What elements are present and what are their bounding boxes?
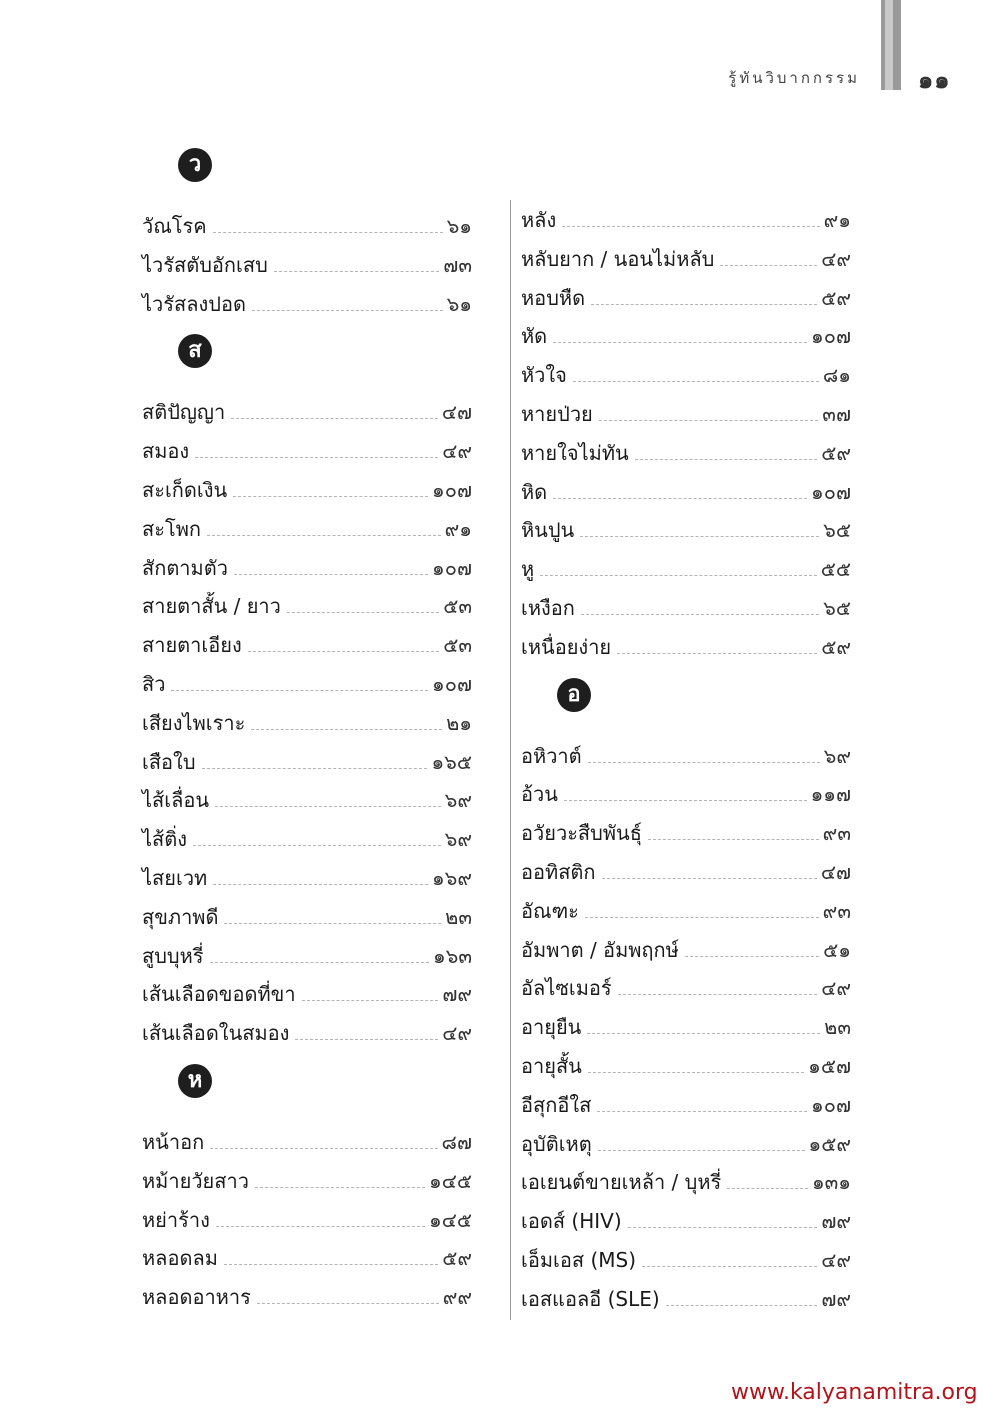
index-entry bbox=[142, 1163, 472, 1193]
index-entry bbox=[521, 357, 851, 387]
index-page-ref: ๑๐๗ bbox=[432, 672, 472, 696]
index-page-ref: ๘๑ bbox=[822, 363, 851, 388]
index-term: อายุสั้น bbox=[521, 1054, 582, 1078]
index-term: หิด bbox=[521, 479, 548, 504]
index-entry bbox=[142, 976, 472, 1006]
index-term: ไวรัสตับอักเสบ bbox=[142, 252, 268, 277]
leader-dots bbox=[720, 264, 817, 266]
leader-dots bbox=[171, 689, 428, 691]
index-term: หู bbox=[521, 557, 535, 582]
index-term: หินปูน bbox=[521, 518, 575, 543]
leader-dots bbox=[618, 993, 818, 995]
leader-dots bbox=[231, 417, 438, 419]
index-page-ref: ๗๙ bbox=[821, 1286, 851, 1311]
index-entry bbox=[142, 821, 472, 851]
leader-dots bbox=[195, 456, 438, 458]
leader-dots bbox=[727, 1187, 808, 1189]
index-term: เหนื่อยง่าย bbox=[521, 634, 612, 659]
index-entry bbox=[142, 208, 472, 238]
index-term: เส้นเลือดในสมอง bbox=[142, 1021, 290, 1046]
index-page-ref: ๕๙ bbox=[442, 1246, 472, 1271]
index-entry bbox=[142, 247, 472, 277]
index-term: ไส้ติ่ง bbox=[142, 827, 188, 852]
running-header-title: รู้ทันวิบากกรรม bbox=[728, 69, 860, 87]
index-page-ref: ๕๙ bbox=[821, 285, 851, 310]
index-entry bbox=[142, 394, 472, 424]
index-entry bbox=[521, 815, 851, 845]
index-entry bbox=[521, 474, 851, 504]
index-term: เสียงไพเราะ bbox=[142, 710, 246, 735]
index-term: เอ็มเอส (MS) bbox=[521, 1248, 636, 1272]
index-term: หลอดอาหาร bbox=[142, 1285, 251, 1310]
index-entry bbox=[142, 744, 472, 774]
index-entry bbox=[142, 860, 472, 890]
leader-dots bbox=[302, 999, 439, 1001]
leader-dots bbox=[562, 225, 819, 227]
index-entry bbox=[521, 1048, 851, 1078]
leader-dots bbox=[599, 419, 819, 421]
index-page-ref: ๙๙ bbox=[442, 1285, 472, 1310]
index-term: หัด bbox=[521, 324, 548, 349]
index-page-ref: ๒๓ bbox=[824, 1015, 851, 1040]
index-page-ref: ๔๙ bbox=[442, 439, 472, 464]
index-page-ref: ๑๔๕ bbox=[429, 1207, 472, 1232]
index-entry bbox=[521, 512, 851, 542]
leader-dots bbox=[213, 883, 428, 885]
leader-dots bbox=[642, 1265, 817, 1267]
index-term: ไส้เลื่อน bbox=[142, 788, 210, 813]
leader-dots bbox=[553, 497, 807, 499]
index-term: สิว bbox=[142, 672, 166, 696]
index-entry bbox=[521, 970, 851, 1000]
index-entry bbox=[521, 1126, 851, 1156]
leader-dots bbox=[193, 844, 441, 846]
index-term: เสือใบ bbox=[142, 749, 196, 774]
index-entry bbox=[521, 1164, 851, 1194]
index-page-ref: ๙๓ bbox=[822, 898, 851, 923]
leader-dots bbox=[598, 1149, 805, 1151]
index-term: อัณฑะ bbox=[521, 898, 579, 923]
index-page-ref: ๑๖๙ bbox=[431, 866, 472, 890]
index-entry bbox=[521, 1203, 851, 1233]
index-entry bbox=[521, 1087, 851, 1117]
index-page-ref: ๖๙ bbox=[823, 743, 851, 768]
section-letter-badge: ส bbox=[178, 334, 212, 368]
index-term: ไวรัสลงปอด bbox=[142, 291, 246, 316]
index-entry bbox=[521, 629, 851, 659]
leader-dots bbox=[287, 611, 439, 613]
leader-dots bbox=[628, 1226, 818, 1228]
leader-dots bbox=[257, 1302, 439, 1304]
index-term: เส้นเลือดขอดที่ขา bbox=[142, 982, 296, 1007]
index-page-ref: ๑๐๗ bbox=[811, 324, 851, 349]
index-term: หอบหืด bbox=[521, 285, 586, 310]
index-page-ref: ๑๐๗ bbox=[811, 1092, 851, 1117]
leader-dots bbox=[224, 922, 441, 924]
leader-dots bbox=[564, 799, 807, 801]
column-divider bbox=[510, 200, 511, 1320]
leader-dots bbox=[585, 916, 819, 918]
index-page-ref: ๑๖๓ bbox=[432, 943, 472, 968]
leader-dots bbox=[255, 1186, 425, 1188]
index-term: สมอง bbox=[142, 439, 190, 464]
index-page-ref: ๖๙ bbox=[444, 827, 472, 852]
index-entry bbox=[142, 1124, 472, 1154]
leader-dots bbox=[588, 761, 820, 763]
index-entry bbox=[142, 286, 472, 316]
leader-dots bbox=[591, 303, 817, 305]
index-entry bbox=[521, 202, 851, 232]
leader-dots bbox=[215, 805, 441, 807]
leader-dots bbox=[295, 1038, 438, 1040]
section-letter-badge: อ bbox=[557, 678, 591, 712]
index-term: หลัง bbox=[521, 208, 557, 232]
leader-dots bbox=[274, 270, 440, 272]
index-term: วัณโรค bbox=[142, 214, 207, 238]
index-page-ref: ๔๙ bbox=[821, 246, 851, 271]
index-term: หลับยาก / นอนไม่หลับ bbox=[521, 246, 715, 271]
index-page-ref: ๕๓ bbox=[443, 633, 472, 658]
index-page-ref: ๕๓ bbox=[443, 594, 472, 619]
leader-dots bbox=[666, 1304, 818, 1306]
index-entry bbox=[142, 666, 472, 696]
index-entry bbox=[521, 893, 851, 923]
index-entry bbox=[521, 590, 851, 620]
index-page-ref: ๗๓ bbox=[443, 252, 472, 277]
index-page-ref: ๑๑๗ bbox=[810, 782, 851, 807]
index-term: หน้าอก bbox=[142, 1130, 205, 1154]
leader-dots bbox=[602, 877, 817, 879]
index-entry bbox=[142, 1240, 472, 1270]
index-term: สูบบุหรี่ bbox=[142, 943, 204, 968]
index-page-ref: ๕๙ bbox=[821, 440, 851, 465]
index-page-ref: ๔๙ bbox=[821, 976, 851, 1001]
index-entry bbox=[521, 932, 851, 962]
index-page-ref: ๖๙ bbox=[444, 788, 472, 813]
index-entry bbox=[521, 241, 851, 271]
leader-dots bbox=[587, 1032, 820, 1034]
index-page-ref: ๖๕ bbox=[823, 596, 851, 620]
index-entry bbox=[142, 705, 472, 735]
index-page-ref: ๕๑ bbox=[823, 937, 851, 962]
index-term: สักตามตัว bbox=[142, 555, 228, 580]
leader-dots bbox=[597, 1110, 807, 1112]
leader-dots bbox=[581, 613, 819, 615]
index-term: สายตาเอียง bbox=[142, 633, 242, 658]
leader-dots bbox=[213, 231, 443, 233]
index-entry bbox=[142, 899, 472, 929]
leader-dots bbox=[207, 534, 441, 536]
index-term: อายุยืน bbox=[521, 1015, 582, 1040]
footer-website-url[interactable]: www.kalyanamitra.org bbox=[731, 1380, 978, 1405]
index-term: หลอดลม bbox=[142, 1246, 218, 1271]
index-page-ref: ๒๑ bbox=[446, 710, 472, 735]
index-entry bbox=[142, 550, 472, 580]
leader-dots bbox=[648, 838, 819, 840]
index-term: อัลไซเมอร์ bbox=[521, 976, 612, 1001]
index-page-ref: ๑๓๑ bbox=[811, 1170, 851, 1195]
index-entry bbox=[521, 854, 851, 884]
page-number: ๑๑ bbox=[918, 66, 951, 94]
index-term: สุขภาพดี bbox=[142, 904, 219, 929]
index-entry bbox=[521, 738, 851, 768]
index-term: อหิวาต์ bbox=[521, 743, 582, 768]
index-entry bbox=[142, 472, 472, 502]
index-term: อ้วน bbox=[521, 782, 558, 807]
index-page-ref: ๑๐๗ bbox=[432, 555, 472, 580]
index-entry bbox=[521, 318, 851, 348]
index-term: หายป่วย bbox=[521, 402, 593, 426]
index-page-ref: ๓๗ bbox=[822, 402, 851, 426]
index-term: สะเก็ดเงิน bbox=[142, 478, 228, 502]
index-page-ref: ๘๗ bbox=[441, 1130, 472, 1154]
leader-dots bbox=[573, 380, 819, 382]
index-page-ref: ๕๕ bbox=[820, 557, 851, 582]
leader-dots bbox=[251, 728, 442, 730]
index-term: สะโพก bbox=[142, 516, 201, 541]
index-page-ref: ๗๙ bbox=[442, 982, 472, 1007]
leader-dots bbox=[234, 573, 428, 575]
leader-dots bbox=[580, 535, 819, 537]
index-term: อุบัติเหตุ bbox=[521, 1131, 592, 1156]
index-term: หายใจไม่ทัน bbox=[521, 440, 629, 465]
index-entry bbox=[521, 435, 851, 465]
index-entry bbox=[142, 1279, 472, 1309]
index-term: อวัยวะสืบพันธุ์ bbox=[521, 821, 642, 846]
index-page-ref: ๑๐๗ bbox=[811, 479, 851, 504]
index-entry bbox=[142, 782, 472, 812]
index-entry bbox=[521, 776, 851, 806]
index-page-ref: ๖๑ bbox=[446, 214, 472, 238]
index-page-ref: ๑๐๗ bbox=[432, 478, 472, 502]
leader-dots bbox=[685, 955, 819, 957]
index-page-ref: ๑๔๕ bbox=[429, 1168, 472, 1193]
index-entry bbox=[142, 1015, 472, 1045]
index-page-ref: ๔๙ bbox=[821, 1248, 851, 1272]
index-term: อีสุกอีใส bbox=[521, 1092, 592, 1117]
index-page-ref: ๑๕๗ bbox=[808, 1054, 851, 1078]
leader-dots bbox=[216, 1225, 425, 1227]
index-page-ref: ๑๖๕ bbox=[431, 749, 472, 774]
index-term: เหงือก bbox=[521, 596, 575, 620]
index-term: หัวใจ bbox=[521, 363, 567, 388]
section-letter-badge: ว bbox=[178, 148, 212, 182]
leader-dots bbox=[248, 650, 439, 652]
index-term: หย่าร้าง bbox=[142, 1207, 210, 1232]
header-accent-bar bbox=[881, 0, 901, 90]
index-term: สายตาสั้น / ยาว bbox=[142, 594, 281, 619]
leader-dots bbox=[224, 1263, 438, 1265]
index-entry bbox=[521, 1009, 851, 1039]
index-term: อัมพาต / อัมพฤกษ์ bbox=[521, 937, 679, 962]
index-entry bbox=[142, 433, 472, 463]
index-entry bbox=[521, 551, 851, 581]
section-letter-badge: ห bbox=[178, 1064, 212, 1098]
leader-dots bbox=[617, 652, 817, 654]
index-term: เอเยนต์ขายเหล้า / บุหรี่ bbox=[521, 1170, 722, 1195]
index-entry bbox=[142, 588, 472, 618]
index-page-ref: ๑๕๙ bbox=[808, 1131, 851, 1156]
index-page-ref: ๙๑ bbox=[823, 208, 851, 232]
leader-dots bbox=[588, 1071, 804, 1073]
index-page-ref: ๗๙ bbox=[821, 1209, 851, 1234]
leader-dots bbox=[233, 495, 428, 497]
leader-dots bbox=[252, 309, 443, 311]
index-entry bbox=[521, 1281, 851, 1311]
index-page-ref: ๖๕ bbox=[823, 518, 851, 543]
index-entry bbox=[521, 396, 851, 426]
index-term: ออทิสติก bbox=[521, 860, 596, 884]
index-entry bbox=[521, 280, 851, 310]
index-entry bbox=[142, 627, 472, 657]
leader-dots bbox=[540, 574, 817, 576]
index-entry bbox=[142, 511, 472, 541]
index-page-ref: ๔๗ bbox=[441, 400, 472, 425]
index-page-ref: ๖๑ bbox=[446, 291, 472, 316]
index-term: สติปัญญา bbox=[142, 400, 226, 425]
index-page-ref: ๔๗ bbox=[820, 860, 851, 884]
leader-dots bbox=[210, 961, 429, 963]
index-entry bbox=[521, 1242, 851, 1272]
index-term: ไสยเวท bbox=[142, 866, 208, 890]
index-entry bbox=[142, 938, 472, 968]
index-page-ref: ๒๓ bbox=[445, 904, 472, 929]
index-term: เอดส์ (HIV) bbox=[521, 1209, 622, 1234]
index-term: เอสแอลอี (SLE) bbox=[521, 1286, 660, 1311]
index-entry bbox=[142, 1202, 472, 1232]
index-term: หม้ายวัยสาว bbox=[142, 1168, 249, 1193]
index-page-ref: ๔๙ bbox=[442, 1021, 472, 1046]
leader-dots bbox=[553, 341, 807, 343]
leader-dots bbox=[210, 1147, 437, 1149]
index-page-ref: ๕๙ bbox=[821, 634, 851, 659]
index-page-ref: ๙๑ bbox=[444, 516, 472, 541]
index-page-ref: ๙๓ bbox=[822, 821, 851, 846]
leader-dots bbox=[202, 767, 428, 769]
leader-dots bbox=[635, 458, 817, 460]
